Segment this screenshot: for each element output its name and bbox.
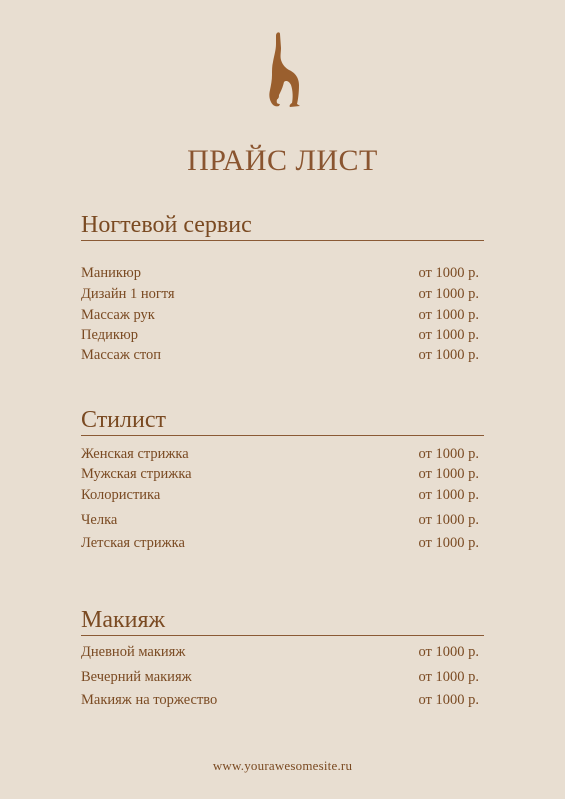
yoga-pose-icon xyxy=(256,30,306,110)
service-price: от 1000 р. xyxy=(418,446,479,462)
service-name: Дизайн 1 ногтя xyxy=(81,286,175,302)
page-title: ПРАЙС ЛИСТ xyxy=(187,144,378,177)
service-price: от 1000 р. xyxy=(418,286,479,302)
service-name: Вечерний макияж xyxy=(81,669,192,685)
service-price: от 1000 р. xyxy=(418,487,479,503)
website-link[interactable]: www.yourawesomesite.ru xyxy=(212,758,353,773)
section-heading: Макияж xyxy=(81,605,484,636)
service-name: Массаж стоп xyxy=(81,347,162,363)
list-item xyxy=(81,446,479,463)
list-item xyxy=(81,307,479,324)
service-name: Летская стрижка xyxy=(81,535,185,551)
list-item xyxy=(81,265,479,282)
list-item xyxy=(81,487,479,504)
list-item xyxy=(81,535,479,552)
service-price: от 1000 р. xyxy=(418,512,479,528)
service-name: Маникюр xyxy=(81,265,141,281)
list-item xyxy=(81,347,479,364)
service-price: от 1000 р. xyxy=(418,692,479,708)
service-price: от 1000 р. xyxy=(418,535,479,551)
service-price: от 1000 р. xyxy=(418,644,479,660)
service-name: Колористика xyxy=(81,487,161,503)
service-name: Дневной макияж xyxy=(81,644,186,660)
service-price: от 1000 р. xyxy=(418,307,479,323)
service-name: Педикюр xyxy=(81,327,138,343)
list-item xyxy=(81,512,479,529)
section-heading: Ногтевой сервис xyxy=(81,210,484,241)
list-item xyxy=(81,669,479,686)
service-name: Женская стрижка xyxy=(81,446,189,462)
service-name: Макияж на торжество xyxy=(81,692,218,708)
service-price: от 1000 р. xyxy=(418,347,479,363)
section-heading: Стилист xyxy=(81,405,484,436)
section-makeup xyxy=(81,605,484,708)
list-item xyxy=(81,692,479,709)
section-nail-service xyxy=(81,210,484,363)
service-price: от 1000 р. xyxy=(418,669,479,685)
list-item xyxy=(81,466,479,483)
list-item xyxy=(81,327,479,344)
service-name: Массаж рук xyxy=(81,307,155,323)
service-price: от 1000 р. xyxy=(418,466,479,482)
list-item xyxy=(81,644,479,661)
service-name: Челка xyxy=(81,512,118,528)
service-price: от 1000 р. xyxy=(418,327,479,343)
section-stylist xyxy=(81,405,484,551)
service-name: Мужская стрижка xyxy=(81,466,192,482)
service-price: от 1000 р. xyxy=(418,265,479,281)
list-item xyxy=(81,286,479,303)
